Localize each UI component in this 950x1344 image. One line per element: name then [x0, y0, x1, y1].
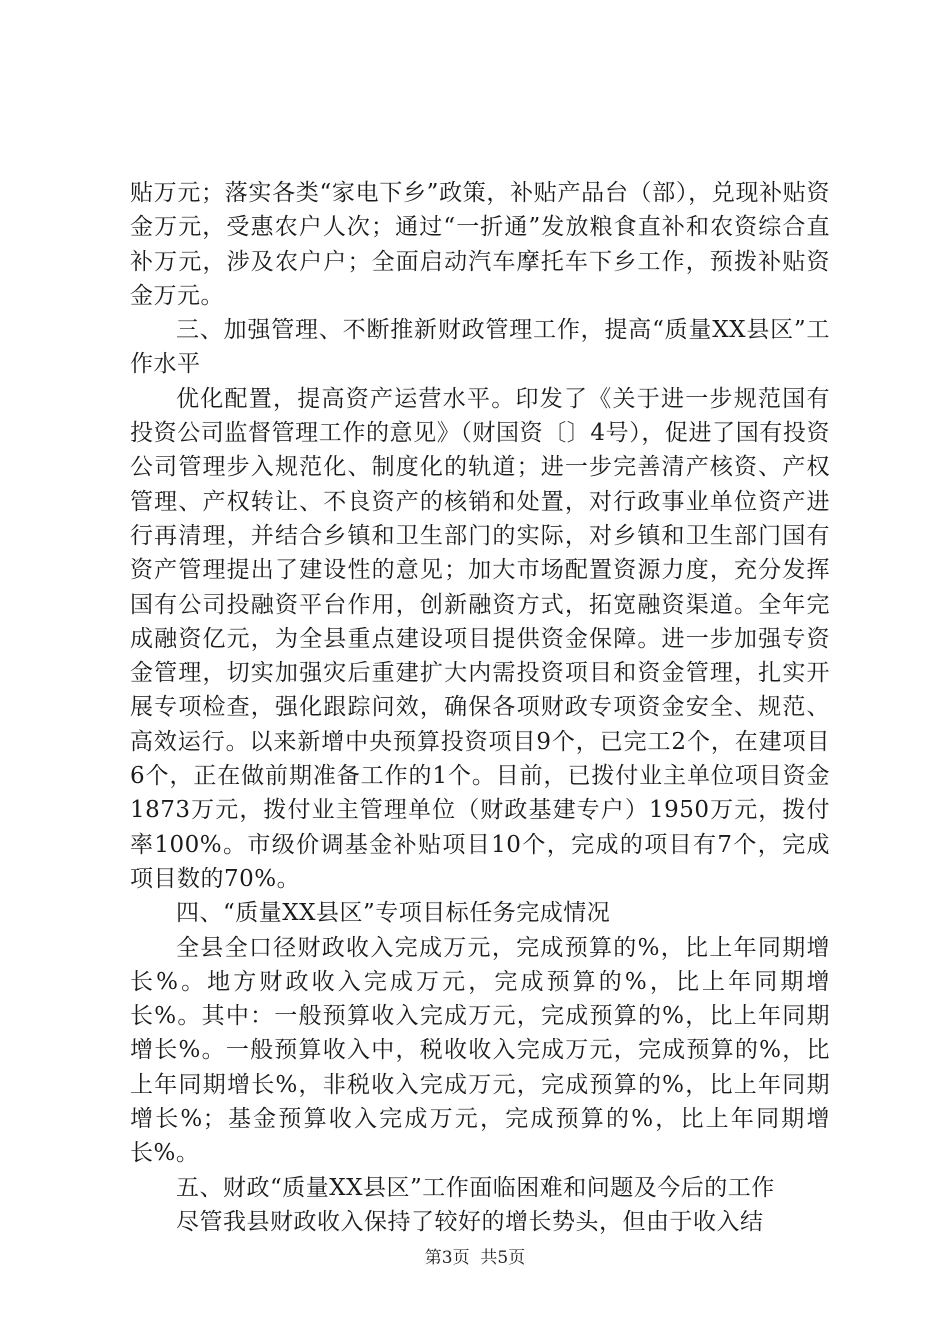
paragraph-subsidy-summary: 贴万元；落实各类“家电下乡”政策，补贴产品台（部），兑现补贴资金万元，受惠农户人次；通过“一折通”发放粮食直补和农资综合直补万元，涉及农户户；全面启动汽车摩托车下乡工作，预拨补贴资金万元。	[130, 180, 830, 309]
paragraph-revenue-completion: 全县全口径财政收入完成万元，完成预算的%，比上年同期增长%。地方财政收入完成万元，完成预算的%，比上年同期增长%。其中：一般预算收入完成万元，完成预算的%，比上年同期增长%。一般预算收入中，税收收入完成万元，完成预算的%，比上年同期增长%，非税收入完成万元，完成预算的%，比上年同期增长%；基金预算收入完成万元，完成预算的%，比上年同期增长%。	[130, 934, 830, 1167]
heading-section-five: 五、财政“质量XX县区”工作面临困难和问题及今后的工作	[176, 1174, 775, 1201]
page-number-label: 第3页 共5页	[424, 1248, 526, 1268]
heading-section-three: 三、加强管理、不断推新财政管理工作，提高“质量XX县区”工作水平	[130, 317, 830, 378]
heading-section-four: 四、“质量XX县区”专项目标任务完成情况	[176, 900, 611, 927]
paragraph-asset-management: 优化配置，提高资产运营水平。印发了《关于进一步规范国有投资公司监督管理工作的意见》（财国资〔〕4号），促进了国有投资公司管理步入规范化、制度化的轨道；进一步完善清产核资、产权管理、产权转让、不良资产的核销和处置，对行政事业单位资产进行再清理，并结合乡镇和卫生部门的实际，对乡镇和卫生部门国有资产管理提出了建设性的意见；加大市场配置资源力度，充分发挥国有公司投融资平台作用，创新融资方式，拓宽融资渠道。全年完成融资亿元，为全县重点建设项目提供资金保障。进一步加强专资金管理，切实加强灾后重建扩大内需投资项目和资金管理，扎实开展专项检查，强化跟踪问效，确保各项财政专项资金安全、规范、高效运行。以来新增中央预算投资项目9个，已完工2个，在建项目6个，正在做前期准备工作的1个。目前，已拨付业主单位项目资金1873万元，拨付业主管理单位（财政基建专户）1950万元，拨付率100%。市级价调基金补贴项目10个，完成的项目有7个，完成项目数的70%。	[130, 385, 830, 892]
page-footer	[0, 1243, 950, 1268]
document-body	[130, 176, 830, 1239]
paragraph-difficulties: 尽管我县财政收入保持了较好的增长势头，但由于收入结	[176, 1208, 764, 1235]
